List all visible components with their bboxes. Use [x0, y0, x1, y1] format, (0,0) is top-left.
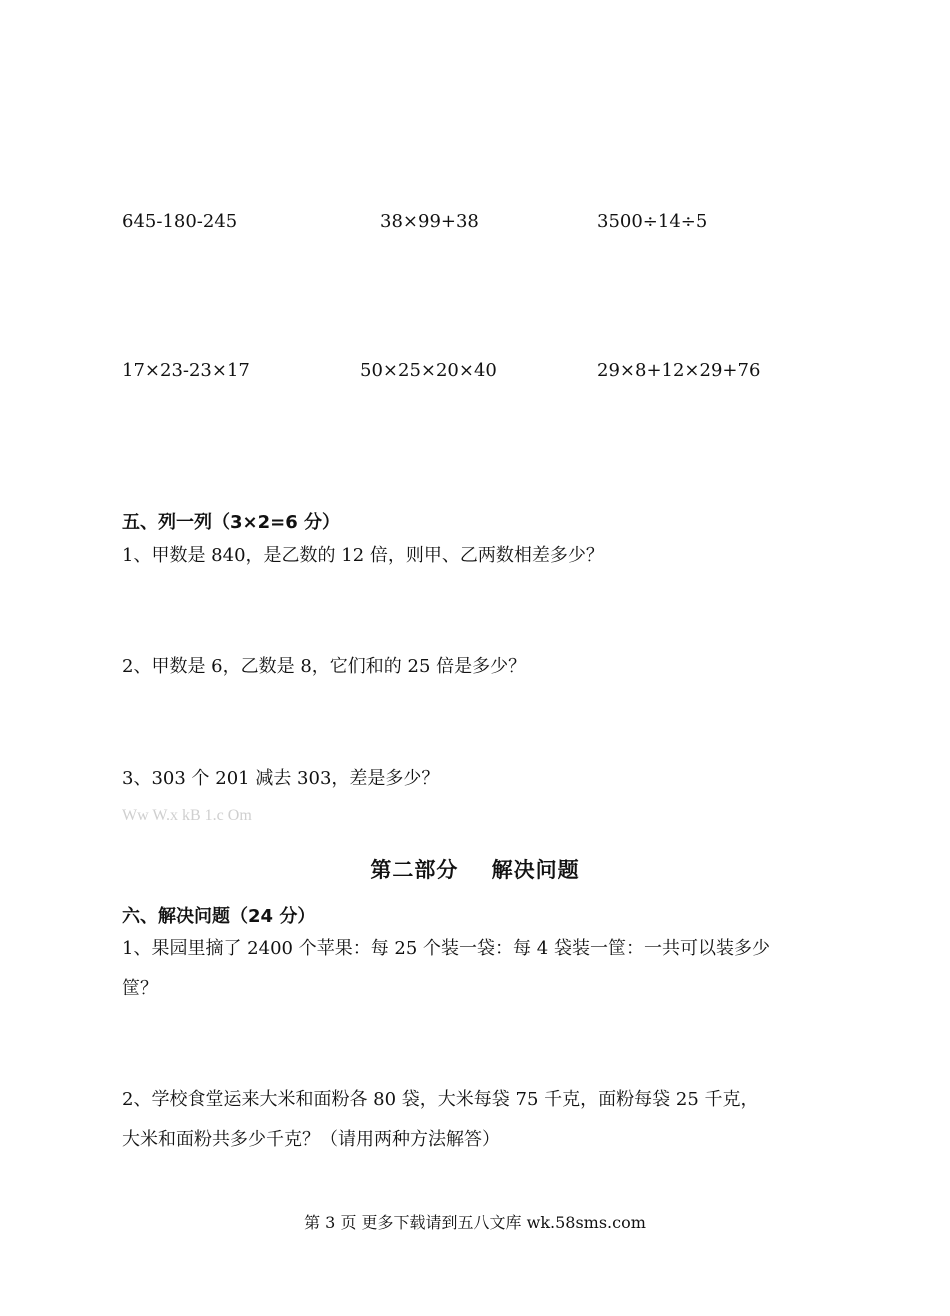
part2-title: 第二部分 解决问题	[370, 858, 580, 882]
section5-question-2: 2、甲数是 6，乙数是 8，它们和的 25 倍是多少？	[122, 656, 527, 677]
section6-heading: 六、解决问题（24 分）	[122, 906, 316, 927]
expression-38x99-plus-38: 38×99+38	[380, 211, 479, 232]
section5-heading: 五、列一列（3×2=6 分）	[122, 512, 341, 533]
watermark-text: Ww W.x kB 1.c Om	[122, 807, 252, 824]
section6-question-1-line-2: 筐？	[122, 978, 158, 999]
section5-question-3: 3、303 个 201 减去 303，差是多少？	[122, 768, 440, 789]
section6-question-1-line-1: 1、果园里摘了 2400 个苹果：每 25 个装一袋：每 4 袋装一筐：一共可以装多少	[122, 938, 770, 959]
section5-question-1: 1、甲数是 840，是乙数的 12 倍，则甲、乙两数相差多少？	[122, 545, 604, 566]
section6-question-2-line-2: 大米和面粉共多少千克？（请用两种方法解答）	[122, 1129, 500, 1150]
section6-question-2-line-1: 2、学校食堂运来大米和面粉各 80 袋，大米每袋 75 千克，面粉每袋 25 千克，	[122, 1089, 759, 1110]
page-footer: 第 3 页 更多下载请到五八文库 wk.58sms.com	[304, 1213, 646, 1232]
expression-3500-div-14-div-5: 3500÷14÷5	[597, 211, 708, 232]
expression-645-180-245: 645-180-245	[122, 211, 238, 232]
expression-17x23-minus-23x17: 17×23-23×17	[122, 360, 250, 381]
expression-50x25x20x40: 50×25×20×40	[360, 360, 497, 381]
expression-29x8-plus-12x29-plus-76: 29×8+12×29+76	[597, 360, 761, 381]
